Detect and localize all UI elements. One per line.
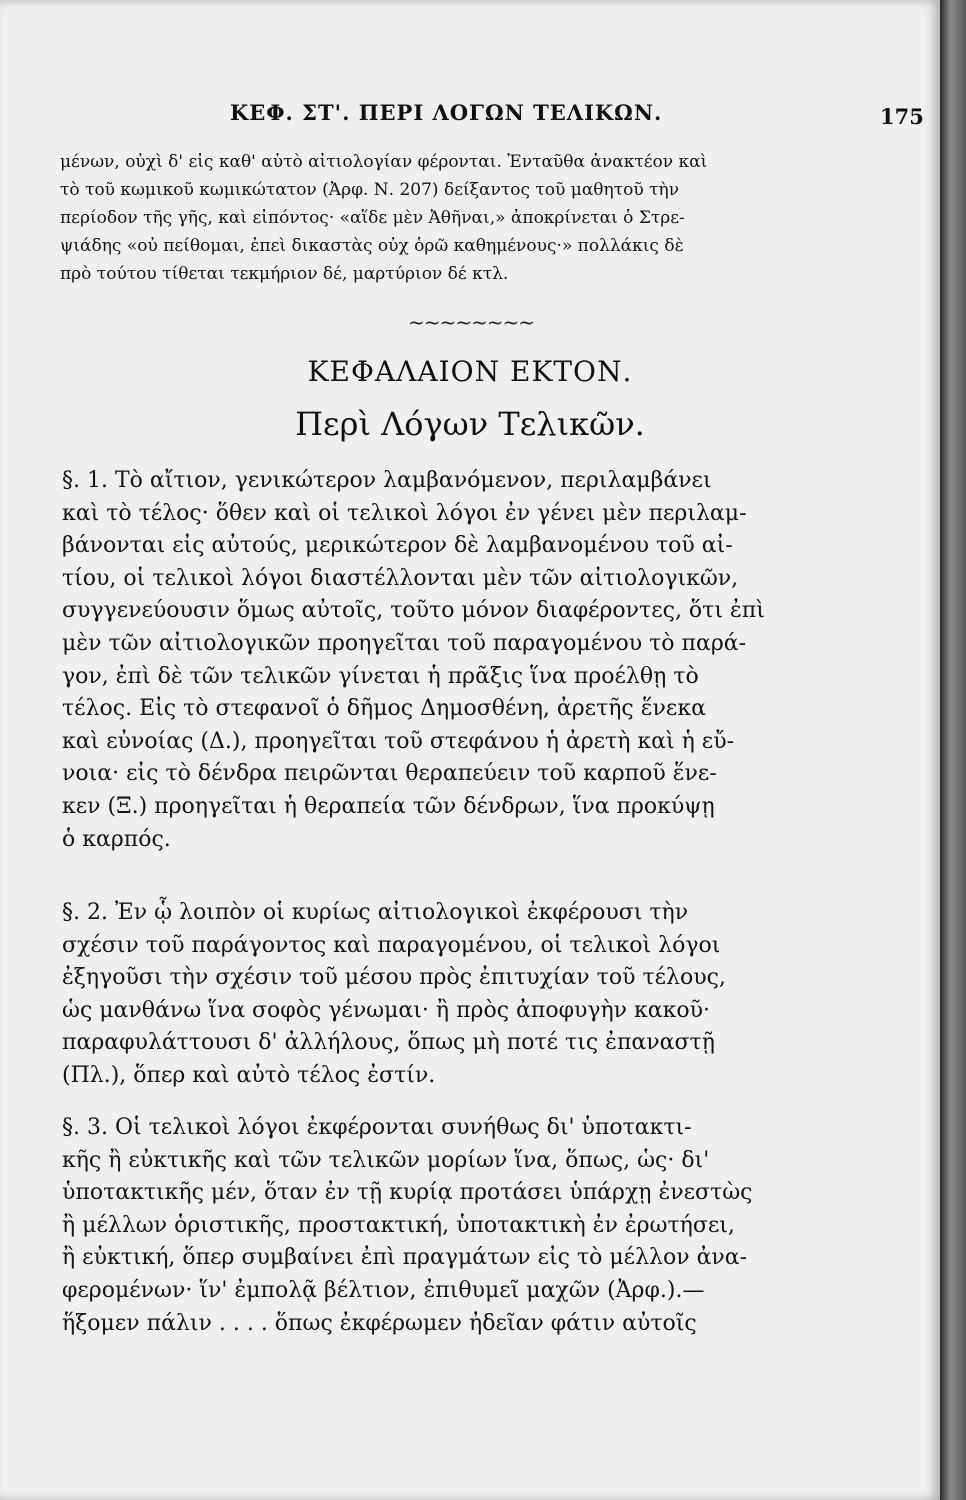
text-line: ὡς μανθάνω ἵνα σοφὸς γένωμαι· ἢ πρὸς ἀποφυγὴν κακοῦ· [62,997,711,1023]
text-line: σχέσιν τοῦ παράγοντος καὶ παραγομένου, οἱ τελικοὶ λόγοι [62,932,721,958]
text-line: τὸ τοῦ κωμικοῦ κωμικώτατον (Ἀρφ. Ν. 207) δείξαντος τοῦ μαθητοῦ τὴν [60,180,680,200]
text-line: ὁ καρπός. [62,826,171,852]
text-line: ἢ μέλλων ὁριστικῆς, προστακτική, ὑποτακτικὴ ἐν ἐρωτήσει, [62,1212,735,1238]
text-line: §. 2. Ἐν ᾧ λοιπὸν οἱ κυρίως αἰτιολογικοὶ ἐκφέρουσι τὴν [62,900,689,925]
text-line: κῆς ἢ εὐκτικῆς καὶ τῶν τελικῶν μορίων ἵνα, ὅπως, ὡς· δι' [62,1147,710,1173]
text-line: γον, ἐπὶ δὲ τῶν τελικῶν γίνεται ἡ πρᾶξις ἵνα προέλθῃ τὸ [62,663,699,689]
page-number: 175 [880,104,924,129]
top-paragraph [60,148,920,288]
paragraph-1 [62,465,922,856]
chapter-title: ΚΕΦΑΛΑΙΟΝ ΕΚΤΟΝ. [307,355,633,388]
text-line: βάνονται εἰς αὐτούς, μερικώτερον δὲ λαμβανομένου τοῦ αἰ- [62,533,733,559]
text-line: ψιάδης «οὐ πείθομαι, ἐπεὶ δικαστὰς οὐχ ὁρῶ καθημένους·» πολλάκις δὲ [60,236,684,256]
text-line: μένων, οὐχὶ δ' εἰς καθ' αὑτὸ αἰτιολογίαν φέρονται. Ἐνταῦθα ἀνακτέον καὶ [60,152,708,172]
text-line: φερομένων· ἵν' ἐμπολᾷ βέλτιον, ἐπιθυμεῖ μαχῶν (Ἀρφ.).— [62,1277,705,1303]
text-line: ἥξομεν πάλιν . . . . ὅπως ἐκφέρωμεν ἠδεῖαν φάτιν αὐτοῖς [62,1310,697,1336]
text-line: τέλος. Εἰς τὸ στεφανοῖ ὁ δῆμος Δημοσθένη, ἀρετῆς ἕνεκα [62,696,706,722]
decorative-ornament: ~~~~~~~~ [408,310,535,334]
text-line: (Πλ.), ὅπερ καὶ αὐτὸ τέλος ἐστίν. [62,1062,436,1088]
text-line: ἐξηγοῦσι τὴν σχέσιν τοῦ μέσου πρὸς ἐπιτυχίαν τοῦ τέλους, [62,965,726,991]
text-line: καὶ εὐνοίας (Δ.), προηγεῖται τοῦ στεφάνου ἡ ἀρετὴ καὶ ἡ εὔ- [62,728,735,754]
running-head: ΚΕΦ. ΣΤ'. ΠΕΡΙ ΛΟΓΩΝ ΤΕΛΙΚΩΝ. [230,100,663,125]
text-line: παραφυλάττουσι δ' ἀλλήλους, ὅπως μὴ ποτέ τις ἐπαναστῇ [62,1030,715,1056]
text-line: καὶ τὸ τέλος· ὅθεν καὶ οἱ τελικοὶ λόγοι ἐν γένει μὲν περιλαμ- [62,500,747,526]
text-line: ἢ εὐκτική, ὅπερ συμβαίνει ἐπὶ πραγμάτων εἰς τὸ μέλλον ἀνα- [62,1245,748,1271]
text-line: τίου, οἱ τελικοὶ λόγοι διαστέλλονται μὲν τῶν αἰτιολογικῶν, [62,565,739,591]
paragraph-3 [62,1112,922,1340]
text-line: ὑποτακτικῆς μέν, ὅταν ἐν τῇ κυρίᾳ προτάσει ὑπάρχῃ ἐνεστὼς [62,1180,753,1206]
text-line: συγγενεύουσιν ὅμως αὐτοῖς, τοῦτο μόνον διαφέροντες, ὅτι ἐπὶ [62,598,765,624]
page-edge [940,0,966,1500]
text-line: §. 1. Τὸ αἴτιον, γενικώτερον λαμβανόμενον, περιλαμβάνει [62,468,712,493]
chapter-subtitle: Περὶ Λόγων Τελικῶν. [295,405,645,443]
text-line: §. 3. Οἱ τελικοὶ λόγοι ἐκφέρονται συνήθως δι' ὑποτακτι- [62,1115,692,1140]
text-line: κεν (Ξ.) προηγεῖται ἡ θεραπεία τῶν δένδρων, ἵνα προκύψῃ [62,793,715,819]
paragraph-2 [62,897,922,1093]
text-line: περίοδον τῆς γῆς, καὶ εἰπόντος· «αἵδε μὲν Ἀθῆναι,» ἀποκρίνεται ὁ Στρε- [60,208,685,228]
text-line: νοια· εἰς τὸ δένδρα πειρῶνται θεραπεύειν τοῦ καρποῦ ἕνε- [62,761,717,787]
text-line: μὲν τῶν αἰτιολογικῶν προηγεῖται τοῦ παραγομένου τὸ παρά- [62,630,747,656]
text-line: πρὸ τούτου τίθεται τεκμήριον δέ, μαρτύριον δέ κτλ. [60,264,509,284]
